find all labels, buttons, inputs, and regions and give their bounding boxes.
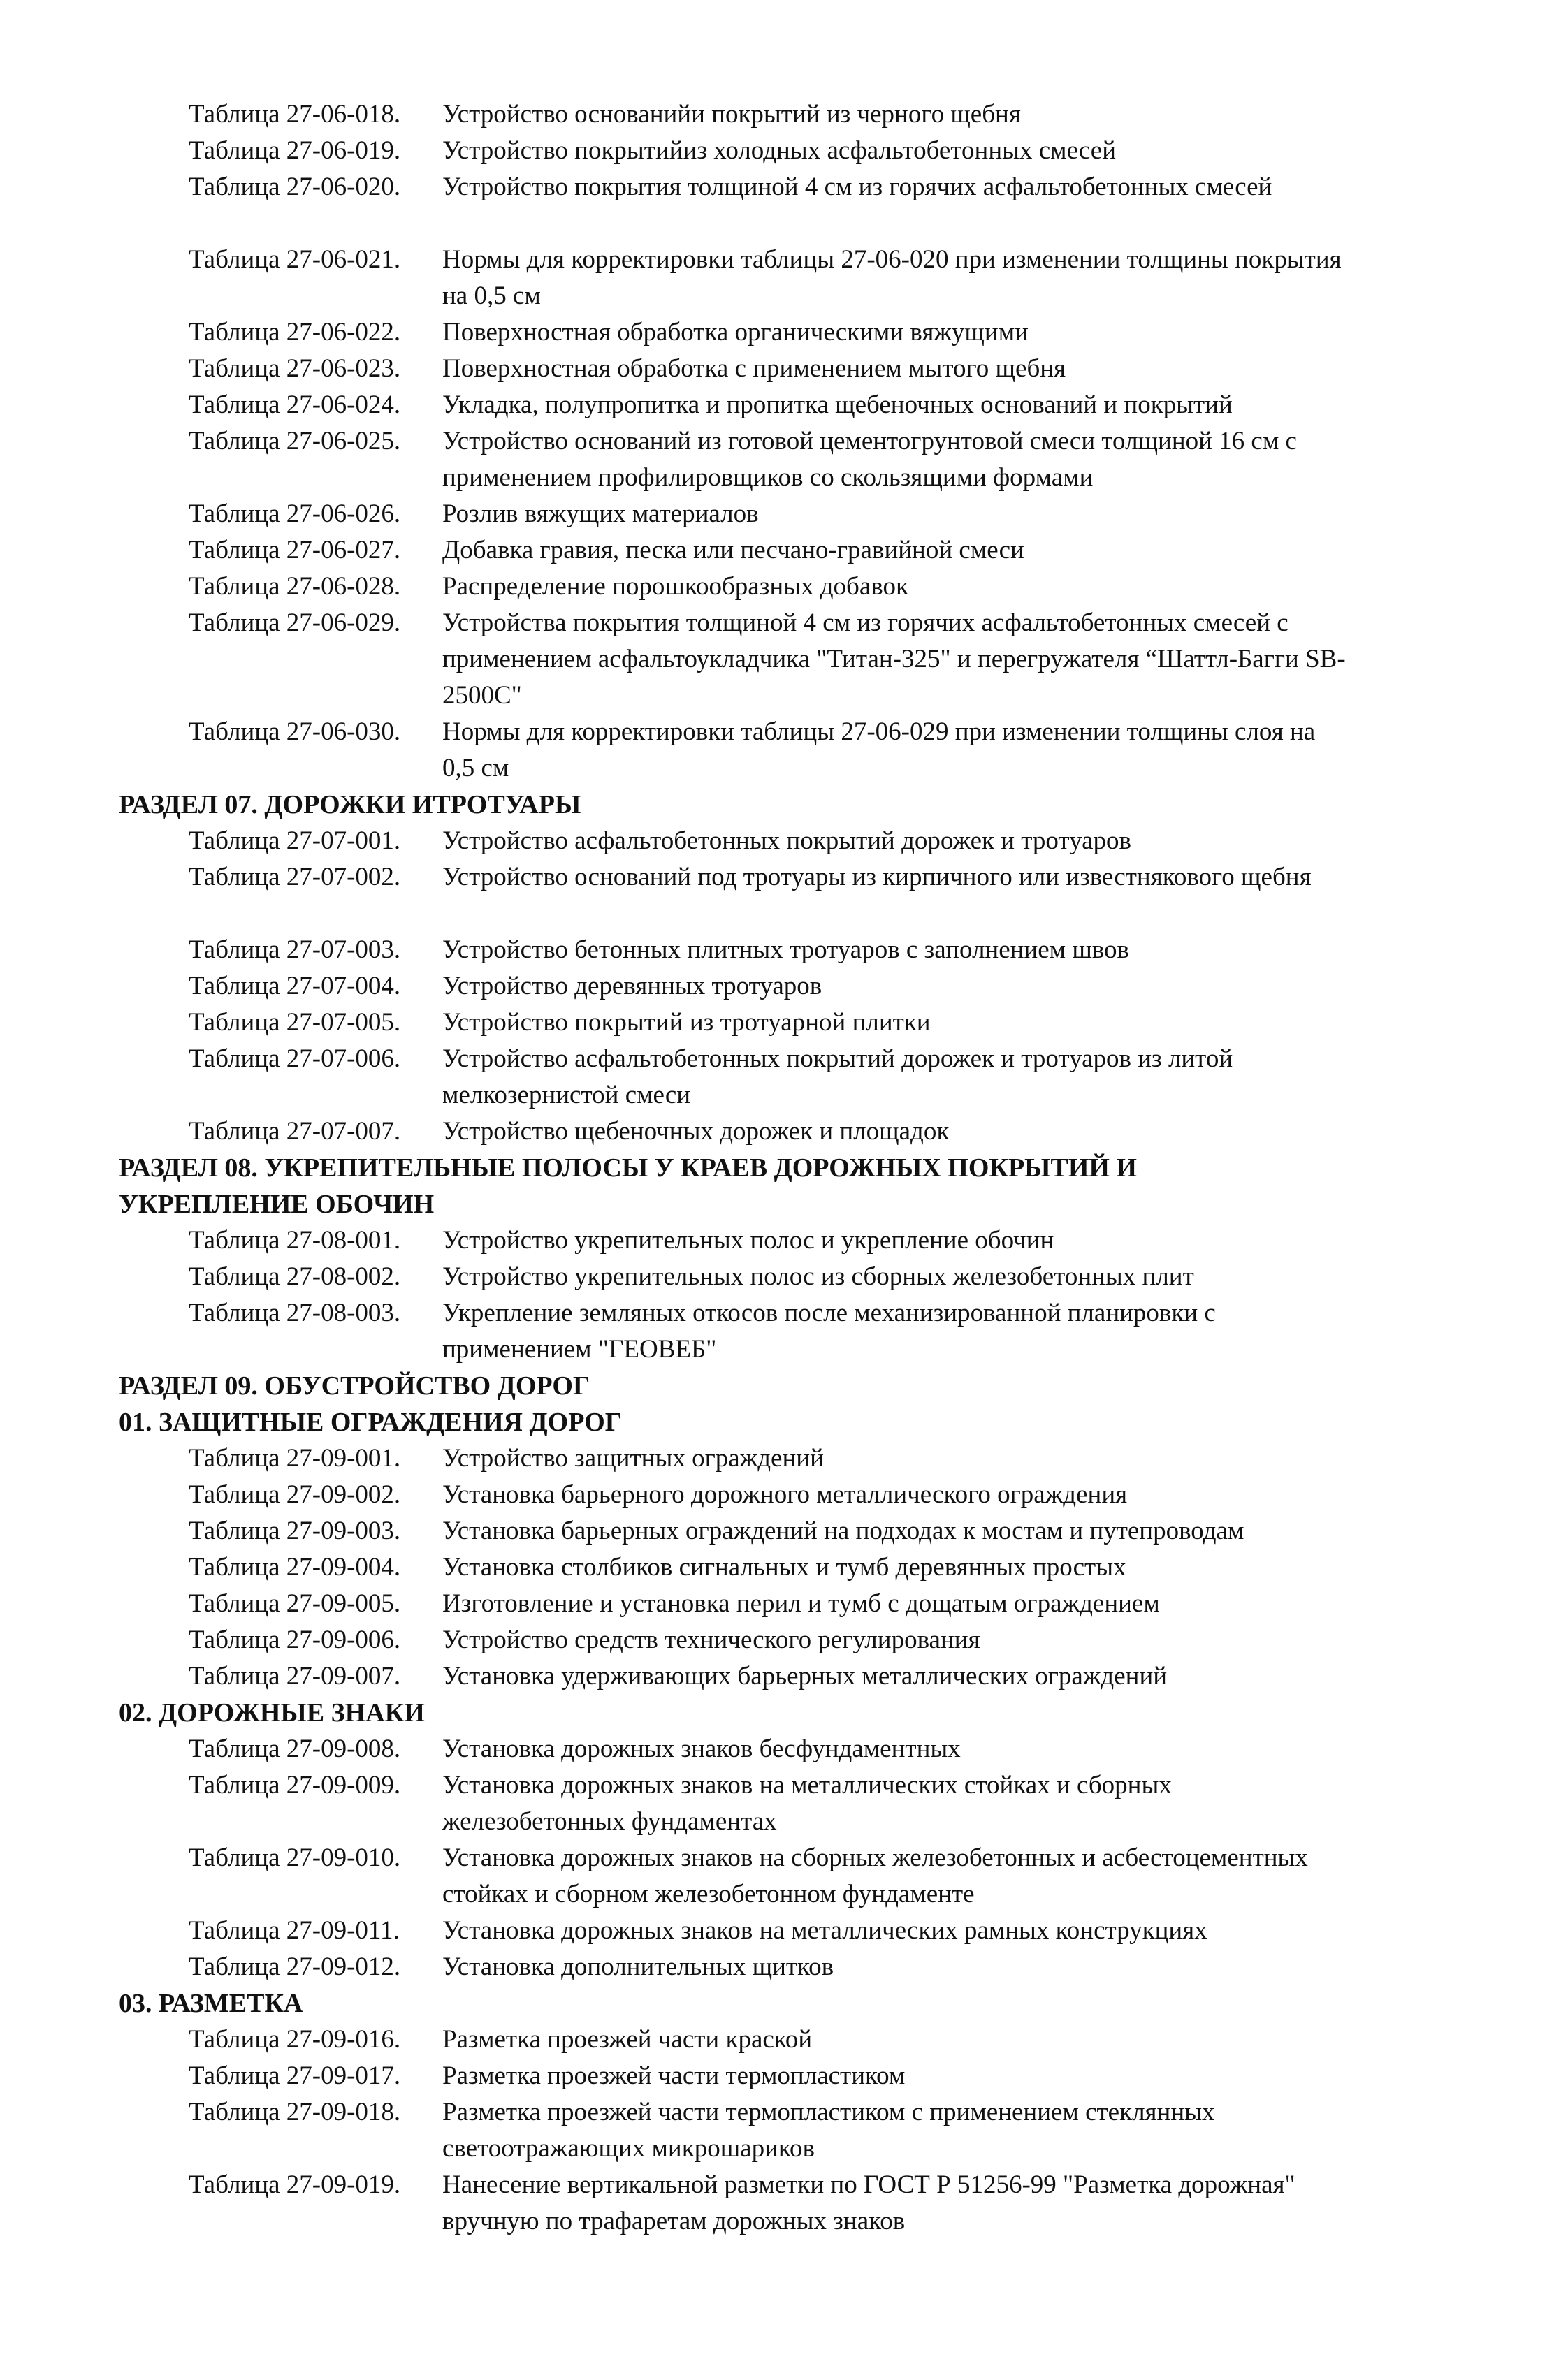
table-number: Таблица 27-08-002. (189, 1262, 401, 1291)
entry-title: Изготовление и установка перил и тумб с дощатым ограждением (442, 1589, 1160, 1618)
table-number: Таблица 27-09-011. (189, 1916, 400, 1945)
entry-title: Нормы для корректировки таблицы 27-06-029 при изменении толщины слоя на 0,5 см (442, 717, 1316, 782)
table-number: Таблица 27-07-007. (189, 1117, 401, 1146)
table-number: Таблица 27-07-004. (189, 972, 401, 1000)
entry-title: Устройство основанийи покрытий из черного щебня (442, 100, 1021, 129)
table-number: Таблица 27-06-025. (189, 427, 401, 455)
table-number: Таблица 27-06-023. (189, 354, 401, 383)
entry-title: Укладка, полупропитка и пропитка щебеночных оснований и покрытий (442, 390, 1233, 419)
table-number: Таблица 27-09-003. (189, 1517, 401, 1545)
entry-title: Устройство покрытийиз холодных асфальтобетонных смесей (442, 136, 1117, 165)
table-number: Таблица 27-09-006. (189, 1626, 401, 1654)
table-number: Таблица 27-09-008. (189, 1735, 401, 1763)
entry-title: Установка барьерных ограждений на подходах к мостам и путепроводам (442, 1517, 1244, 1545)
table-number: Таблица 27-06-030. (189, 717, 401, 746)
section-title: РАЗДЕЛ 08. УКРЕПИТЕЛЬНЫЕ ПОЛОСЫ У КРАЕВ ДОРОЖНЫХ ПОКРЫТИЙ И УКРЕПЛЕНИЕ ОБОЧИН (119, 1153, 1137, 1219)
entry-title: Устройство асфальтобетонных покрытий дорожек и тротуаров (442, 826, 1131, 855)
table-number: Таблица 27-09-007. (189, 1662, 401, 1691)
entry-title: Поверхностная обработка органическими вяжущими (442, 318, 1029, 346)
entry-title: Установка дорожных знаков на сборных железобетонных и асбестоцементных стойках и сборном железобетонном фундаменте (442, 1844, 1308, 1908)
entry-title: Устройство защитных ограждений (442, 1444, 824, 1473)
table-number: Таблица 27-09-001. (189, 1444, 401, 1473)
section-title: РАЗДЕЛ 09. ОБУСТРОЙСТВО ДОРОГ (119, 1371, 590, 1401)
table-number: Таблица 27-09-010. (189, 1844, 401, 1872)
table-number: Таблица 27-06-027. (189, 536, 401, 564)
entry-title: Поверхностная обработка с применением мытого щебня (442, 354, 1066, 383)
table-number: Таблица 27-06-019. (189, 136, 401, 165)
section-title: 01. ЗАЩИТНЫЕ ОГРАЖДЕНИЯ ДОРОГ (119, 1408, 622, 1437)
entry-title: Устройство покрытий из тротуарной плитки (442, 1008, 931, 1037)
entry-title: Устройство средств технического регулирования (442, 1626, 980, 1654)
entry-title: Устройство асфальтобетонных покрытий дорожек и тротуаров из литой мелкозернистой смеси (442, 1044, 1233, 1109)
table-number: Таблица 27-06-022. (189, 318, 401, 346)
entry-title: Устройства покрытия толщиной 4 см из горячих асфальтобетонных смесей с применением асфальтоукладчика "Титан-325" и перегружателя “Шаттл-Багги SB-2500C" (442, 608, 1346, 710)
table-number: Таблица 27-06-018. (189, 100, 401, 129)
table-number: Таблица 27-09-017. (189, 2061, 401, 2090)
table-number: Таблица 27-06-024. (189, 390, 401, 419)
entry-title: Установка дорожных знаков на металлических рамных конструкциях (442, 1916, 1207, 1945)
table-number: Таблица 27-07-003. (189, 935, 401, 964)
table-number: Таблица 27-07-001. (189, 826, 401, 855)
entry-title: Розлив вяжущих материалов (442, 499, 759, 528)
entry-title: Разметка проезжей части термопластиком с применением стеклянных светоотражающих микрошариков (442, 2098, 1215, 2163)
table-number: Таблица 27-09-016. (189, 2025, 401, 2054)
table-number: Таблица 27-07-006. (189, 1044, 401, 1073)
table-number: Таблица 27-06-020. (189, 173, 401, 201)
table-number: Таблица 27-09-019. (189, 2170, 401, 2199)
entry-title: Нанесение вертикальной разметки по ГОСТ Р 51256-99 "Разметка дорожная" вручную по трафаретам дорожных знаков (442, 2170, 1295, 2235)
entry-title: Устройство бетонных плитных тротуаров с заполнением швов (442, 935, 1130, 964)
table-number: Таблица 27-06-026. (189, 499, 401, 528)
table-number: Таблица 27-07-002. (189, 863, 401, 891)
entry-title: Установка барьерного дорожного металлического ограждения (442, 1480, 1128, 1509)
entry-title: Устройство укрепительных полос и укрепление обочин (442, 1226, 1054, 1255)
table-number: Таблица 27-06-021. (189, 245, 401, 274)
entry-title: Устройство щебеночных дорожек и площадок (442, 1117, 950, 1146)
table-number: Таблица 27-09-012. (189, 1952, 401, 1981)
entry-title: Устройство укрепительных полос из сборных железобетонных плит (442, 1262, 1194, 1291)
entry-title: Установка столбиков сигнальных и тумб деревянных простых (442, 1553, 1126, 1582)
entry-title: Разметка проезжей части краской (442, 2025, 813, 2054)
table-number: Таблица 27-09-002. (189, 1480, 401, 1509)
table-number: Таблица 27-09-004. (189, 1553, 401, 1582)
table-number: Таблица 27-06-029. (189, 608, 401, 637)
table-number: Таблица 27-07-005. (189, 1008, 401, 1037)
table-number: Таблица 27-09-005. (189, 1589, 401, 1618)
entry-title: Устройство покрытия толщиной 4 см из горячих асфальтобетонных смесей (442, 173, 1272, 201)
table-number: Таблица 27-08-003. (189, 1299, 401, 1327)
entry-title: Укрепление земляных откосов после механизированной планировки с применением "ГЕОВЕБ" (442, 1299, 1216, 1364)
entry-title: Установка дорожных знаков бесфундаментных (442, 1735, 961, 1763)
entry-title: Установка дорожных знаков на металлических стойках и сборных железобетонных фундаментах (442, 1771, 1172, 1836)
entry-title: Установка удерживающих барьерных металлических ограждений (442, 1662, 1168, 1691)
section-title: РАЗДЕЛ 07. ДОРОЖКИ ИТРОТУАРЫ (119, 790, 581, 819)
table-number: Таблица 27-08-001. (189, 1226, 401, 1255)
entry-title: Устройство оснований под тротуары из кирпичного или известнякового щебня (442, 863, 1312, 891)
entry-title: Добавка гравия, песка или песчано-гравийной смеси (442, 536, 1024, 564)
entry-title: Нормы для корректировки таблицы 27-06-020 при изменении толщины покрытия на 0,5 см (442, 245, 1342, 310)
table-number: Таблица 27-09-018. (189, 2098, 401, 2126)
section-title: 03. РАЗМЕТКА (119, 1989, 303, 2018)
entry-title: Установка дополнительных щитков (442, 1952, 834, 1981)
table-number: Таблица 27-09-009. (189, 1771, 401, 1799)
entry-title: Устройство оснований из готовой цементогрунтовой смеси толщиной 16 см с применением профилировщиков со скользящими формами (442, 427, 1297, 492)
entry-title: Устройство деревянных тротуаров (442, 972, 822, 1000)
entry-title: Разметка проезжей части термопластиком (442, 2061, 906, 2090)
section-title: 02. ДОРОЖНЫЕ ЗНАКИ (119, 1698, 425, 1728)
entry-title: Распределение порошкообразных добавок (442, 572, 908, 601)
table-number: Таблица 27-06-028. (189, 572, 401, 601)
